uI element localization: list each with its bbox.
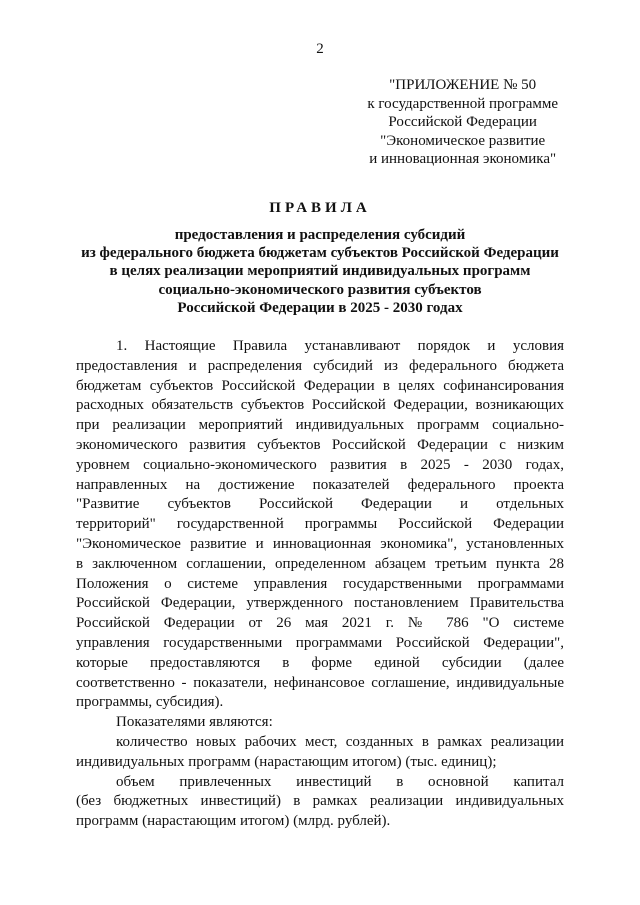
body-line: уровнем социально-экономического развития в 2025 - 2030 годах, <box>76 456 564 473</box>
body-line: территорий" государственной программы Российской Федерации <box>76 516 564 533</box>
body-line: в заключенном соглашении, определенном абзацем третьим пункта 28 <box>76 555 564 572</box>
body-line: управления государственными программами Российской Федерации", <box>76 634 564 651</box>
appendix-line: к государственной программе <box>367 95 558 112</box>
paragraph-2 <box>76 713 564 733</box>
body-line: при реализации мероприятий индивидуальных программ социально- <box>76 417 564 434</box>
body-line: направленных на достижение показателей федерального проекта <box>76 476 564 493</box>
body-line: программы, субсидия). <box>76 694 224 711</box>
subtitle-line: социально-экономического развития субъектов <box>158 281 482 298</box>
body-line: соответственно - показатели, нефинансовое соглашение, индивидуальные <box>76 674 564 691</box>
paragraph-1 <box>76 337 564 713</box>
body-line: Российской Федерации, утвержденного постановлением Правительства <box>76 595 564 612</box>
body-line: которые предоставляются в форме единой субсидии (далее <box>76 654 564 671</box>
subtitle-line: предоставления и распределения субсидий <box>174 227 466 243</box>
body-line: расходных обязательств субъектов Российской Федерации, возникающих <box>76 397 564 414</box>
appendix-line: и инновационная экономика" <box>369 151 557 168</box>
subtitle-line: в целях реализации мероприятий индивидуальных программ <box>109 263 531 280</box>
subtitle-line: из федерального бюджета бюджетам субъектов Российской Федерации <box>81 245 559 262</box>
body-line: Положения о системе управления государственными программами <box>76 575 564 592</box>
body-line: экономического развития субъектов Российской Федерации с низким <box>76 436 564 453</box>
body-line: программ (нарастающим итогом) (млрд. рублей). <box>76 813 391 830</box>
subtitle-line: Российской Федерации в 2025 - 2030 годах <box>177 299 463 316</box>
body-line: "Экономическое развитие и инновационная экономика", установленных <box>76 535 564 552</box>
paragraph-4 <box>76 773 564 832</box>
paragraph-3 <box>76 733 564 773</box>
page-number: 2 <box>316 41 324 57</box>
appendix-title: "ПРИЛОЖЕНИЕ № 50 <box>389 77 537 93</box>
body-line: объем привлеченных инвестиций в основной капитал <box>116 773 564 790</box>
appendix-line: Российской Федерации <box>388 114 537 131</box>
body-line: индивидуальных программ (нарастающим итогом) (тыс. единиц); <box>76 753 497 770</box>
appendix-header <box>367 76 558 169</box>
body-line: бюджетам субъектов Российской Федерации в целях софинансирования <box>76 377 564 394</box>
body-line: Российской Федерации от 26 мая 2021 г. № 786 "О системе <box>76 615 564 632</box>
body-line: предоставления и распределения субсидий из федерального бюджета <box>76 357 564 374</box>
body-line: "Развитие субъектов Российской Федерации и отдельных <box>76 496 564 513</box>
body-line: (без бюджетных инвестиций) в рамках реализации индивидуальных <box>76 793 564 810</box>
appendix-line: "Экономическое развитие <box>380 132 546 149</box>
document-subtitle <box>0 226 640 317</box>
body-line: количество новых рабочих мест, созданных в рамках реализации <box>116 733 564 750</box>
body-line: Показателями являются: <box>116 714 273 731</box>
document-body <box>76 337 564 832</box>
body-line: 1. Настоящие Правила устанавливают порядок и условия <box>116 338 564 354</box>
document-title: ПРАВИЛА <box>269 200 371 216</box>
